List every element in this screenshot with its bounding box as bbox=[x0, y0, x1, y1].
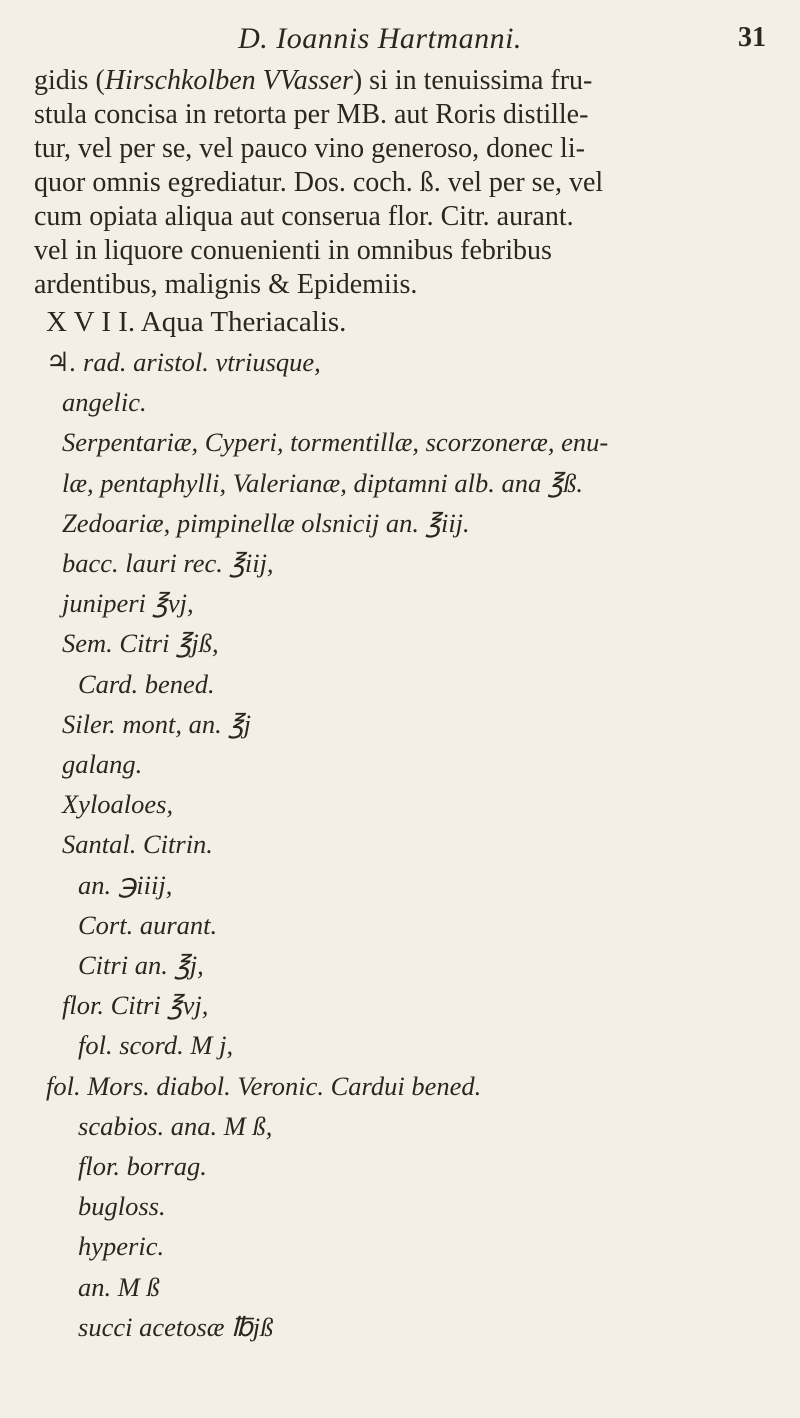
section-heading: X V I I. Aqua Theriacalis. bbox=[46, 306, 347, 338]
ingredient-line: angelic. bbox=[62, 387, 147, 418]
ingredient-line: an. ℈iiij, bbox=[78, 869, 173, 900]
ingredient-line: Siler. mont, an. ℥j bbox=[62, 708, 252, 739]
ingredient-line: Cort. aurant. bbox=[78, 909, 218, 940]
ingredient-line: bugloss. bbox=[78, 1191, 166, 1222]
ingredient-line: bacc. lauri rec. ℥iij, bbox=[62, 548, 274, 579]
recipe-ingredient-list bbox=[34, 342, 774, 1347]
ingredient-line: scabios. ana. M ß, bbox=[78, 1110, 273, 1141]
text-line: cum opiata aliqua aut conserua flor. Citr. aurant. bbox=[34, 201, 574, 232]
ingredient-line: Xyloaloes, bbox=[62, 789, 174, 820]
text-line: tur, vel per se, vel pauco vino generoso, donec li- bbox=[34, 133, 585, 164]
ingredient-line: flor. borrag. bbox=[78, 1151, 207, 1182]
text-line: stula concisa in retorta per MB. aut Roris distille- bbox=[34, 99, 589, 130]
text-line: ardentibus, malignis & Epidemiis. bbox=[34, 269, 418, 300]
ingredient-line: fol. Mors. diabol. Veronic. Cardui bened. bbox=[46, 1070, 482, 1101]
ingredient-line: Serpentariæ, Cyperi, tormentillæ, scorzoneræ, enu- bbox=[62, 427, 609, 458]
text-line: gidis (Hirschkolben VVasser) si in tenuissima fru- bbox=[34, 65, 593, 96]
ingredient-line: Card. bened. bbox=[78, 668, 215, 699]
ingredient-line: Sem. Citri ℥jß, bbox=[62, 628, 219, 659]
ingredient-line: an. M ß bbox=[78, 1271, 160, 1302]
ingredient-line: juniperi ℥vj, bbox=[62, 588, 194, 619]
ingredient-line: fol. scord. M j, bbox=[78, 1030, 234, 1061]
text-line: vel in liquore conuenienti in omnibus febribus bbox=[34, 235, 552, 266]
page-number: 31 bbox=[738, 22, 766, 53]
ingredient-line: flor. Citri ℥vj, bbox=[62, 990, 209, 1021]
ingredient-line: læ, pentaphylli, Valerianæ, diptamni alb. ana ℥ß. bbox=[62, 467, 584, 498]
running-head: D. Ioannis Hartmanni. bbox=[238, 22, 522, 55]
intro-paragraph bbox=[34, 64, 774, 302]
text-line: quor omnis egrediatur. Dos. coch. ß. vel per se, vel bbox=[34, 167, 604, 198]
ingredient-line: ♃. rad. aristol. vtriusque, bbox=[46, 347, 321, 377]
ingredient-line: galang. bbox=[62, 749, 143, 780]
ingredient-line: succi acetosæ ℔jß bbox=[78, 1311, 274, 1342]
page-header bbox=[0, 22, 800, 62]
ingredient-line: hyperic. bbox=[78, 1231, 165, 1262]
page-body bbox=[34, 64, 774, 1347]
ingredient-line: Santal. Citrin. bbox=[62, 829, 213, 860]
ingredient-line: Zedoariæ, pimpinellæ olsnicij an. ℥iij. bbox=[62, 507, 470, 538]
ingredient-line: Citri an. ℥j, bbox=[78, 950, 204, 981]
